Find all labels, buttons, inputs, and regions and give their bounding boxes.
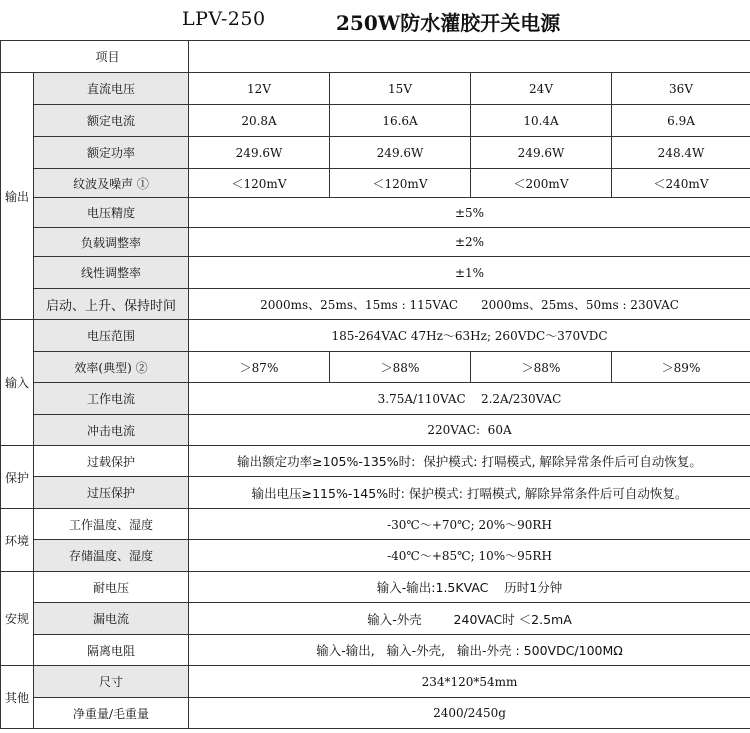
value-cell-wide: -30℃～+70℃; 20%～90RH <box>189 509 750 540</box>
value-cell: 24V <box>471 73 612 105</box>
item-header <box>1 41 189 73</box>
table-row <box>1 509 750 540</box>
value-cell: 249.6W <box>189 137 330 169</box>
table-row <box>1 415 750 446</box>
model-number: LPV-250 <box>182 8 266 30</box>
value-cell-wide: 3.75A/110VAC 2.2A/230VAC <box>189 383 750 415</box>
category-input: 输入 <box>1 320 34 446</box>
category-output: 输出 <box>1 73 34 320</box>
row-label-voltage-range: 电压范围 <box>34 320 189 352</box>
value-cell-wide: 输入-外壳 240VAC时 ＜2.5mA <box>189 603 750 635</box>
table-row <box>1 477 750 509</box>
value-cell-wide: ±1% <box>189 257 750 289</box>
row-label-working-temp: 工作温度、湿度 <box>34 509 189 540</box>
category-other: 其他 <box>1 666 34 729</box>
value-cell: 249.6W <box>471 137 612 169</box>
value-cell: 248.4W <box>612 137 750 169</box>
document-title <box>0 0 750 40</box>
value-cell-wide: 2400/2450g <box>189 698 750 729</box>
value-cell: 6.9A <box>612 105 750 137</box>
item-header-label: 项目 <box>95 50 120 64</box>
table-row <box>1 666 750 698</box>
table-row <box>1 540 750 572</box>
row-label-isolation-resistance: 隔离电阻 <box>34 635 189 666</box>
table-row <box>1 257 750 289</box>
category-protection: 保护 <box>1 446 34 509</box>
row-label-dimensions: 尺寸 <box>34 666 189 698</box>
value-cell: 249.6W <box>330 137 471 169</box>
row-label-overvoltage: 过压保护 <box>34 477 189 509</box>
value-cell-wide: 输出额定功率≥105%-135%时: 保护模式: 打嗝模式, 解除异常条件后可自动恢复。 <box>189 446 750 477</box>
value-cell: ＞88% <box>330 352 471 383</box>
row-label-efficiency: 效率(典型) ② <box>34 352 189 383</box>
row-label-weight: 净重量/毛重量 <box>34 698 189 729</box>
table-row <box>1 635 750 666</box>
value-cell-wide: ±5% <box>189 198 750 228</box>
value-cell-wide: 输出电压≥115%-145%时: 保护模式: 打嗝模式, 解除异常条件后可自动恢复。 <box>189 477 750 509</box>
row-label-working-current: 工作电流 <box>34 383 189 415</box>
row-label-rated-power: 额定功率 <box>34 137 189 169</box>
row-label-storage-temp: 存储温度、湿度 <box>34 540 189 572</box>
value-cell: ＜120mV <box>330 169 471 198</box>
table-row <box>1 446 750 477</box>
category-environment: 环境 <box>1 509 34 572</box>
row-label-line-regulation: 线性调整率 <box>34 257 189 289</box>
value-cell-wide: -40℃～+85℃; 10%～95RH <box>189 540 750 572</box>
table-row <box>1 228 750 257</box>
table-row <box>1 320 750 352</box>
value-cell-wide: 2000ms、25ms、15ms : 115VAC 2000ms、25ms、50ms : 230VAC <box>189 289 750 320</box>
value-cell: ＞89% <box>612 352 750 383</box>
value-cell: ＞87% <box>189 352 330 383</box>
row-label-rated-current: 额定电流 <box>34 105 189 137</box>
value-cell: ＞88% <box>471 352 612 383</box>
row-label-voltage-accuracy: 电压精度 <box>34 198 189 228</box>
table-row <box>1 137 750 169</box>
value-cell-wide: 输入-输出:1.5KVAC 历时1分钟 <box>189 572 750 603</box>
table-row <box>1 289 750 320</box>
value-cell-wide: 输入-输出, 输入-外壳, 输出-外壳 : 500VDC/100MΩ <box>189 635 750 666</box>
row-label-inrush-current: 冲击电流 <box>34 415 189 446</box>
row-label-dc-voltage: 直流电压 <box>34 73 189 105</box>
table-row <box>1 105 750 137</box>
table-row <box>1 198 750 228</box>
table-row <box>1 73 750 105</box>
table-row <box>1 41 750 73</box>
table-row <box>1 698 750 729</box>
table-row <box>1 572 750 603</box>
value-cell-wide: 220VAC: 60A <box>189 415 750 446</box>
row-label-leakage-current: 漏电流 <box>34 603 189 635</box>
row-label-load-regulation: 负载调整率 <box>34 228 189 257</box>
value-cell: ＜240mV <box>612 169 750 198</box>
table-row <box>1 603 750 635</box>
category-safety: 安规 <box>1 572 34 666</box>
value-cell: ＜200mV <box>471 169 612 198</box>
header-empty-cell <box>189 41 750 73</box>
spec-table <box>0 40 750 729</box>
row-label-overload: 过载保护 <box>34 446 189 477</box>
row-label-ripple-noise: 纹波及噪声 ① <box>34 169 189 198</box>
row-label-withstand-voltage: 耐电压 <box>34 572 189 603</box>
value-cell: 20.8A <box>189 105 330 137</box>
table-row <box>1 169 750 198</box>
row-label-startup-time: 启动、上升、保持时间 <box>34 289 189 320</box>
value-cell: 36V <box>612 73 750 105</box>
value-cell-wide: ±2% <box>189 228 750 257</box>
product-name: 250W防水灌胶开关电源 <box>336 11 561 35</box>
table-row <box>1 383 750 415</box>
table-row <box>1 352 750 383</box>
value-cell: 16.6A <box>330 105 471 137</box>
value-cell: ＜120mV <box>189 169 330 198</box>
value-cell: 12V <box>189 73 330 105</box>
value-cell: 15V <box>330 73 471 105</box>
value-cell-wide: 234*120*54mm <box>189 666 750 698</box>
value-cell: 10.4A <box>471 105 612 137</box>
value-cell-wide: 185-264VAC 47Hz～63Hz; 260VDC～370VDC <box>189 320 750 352</box>
